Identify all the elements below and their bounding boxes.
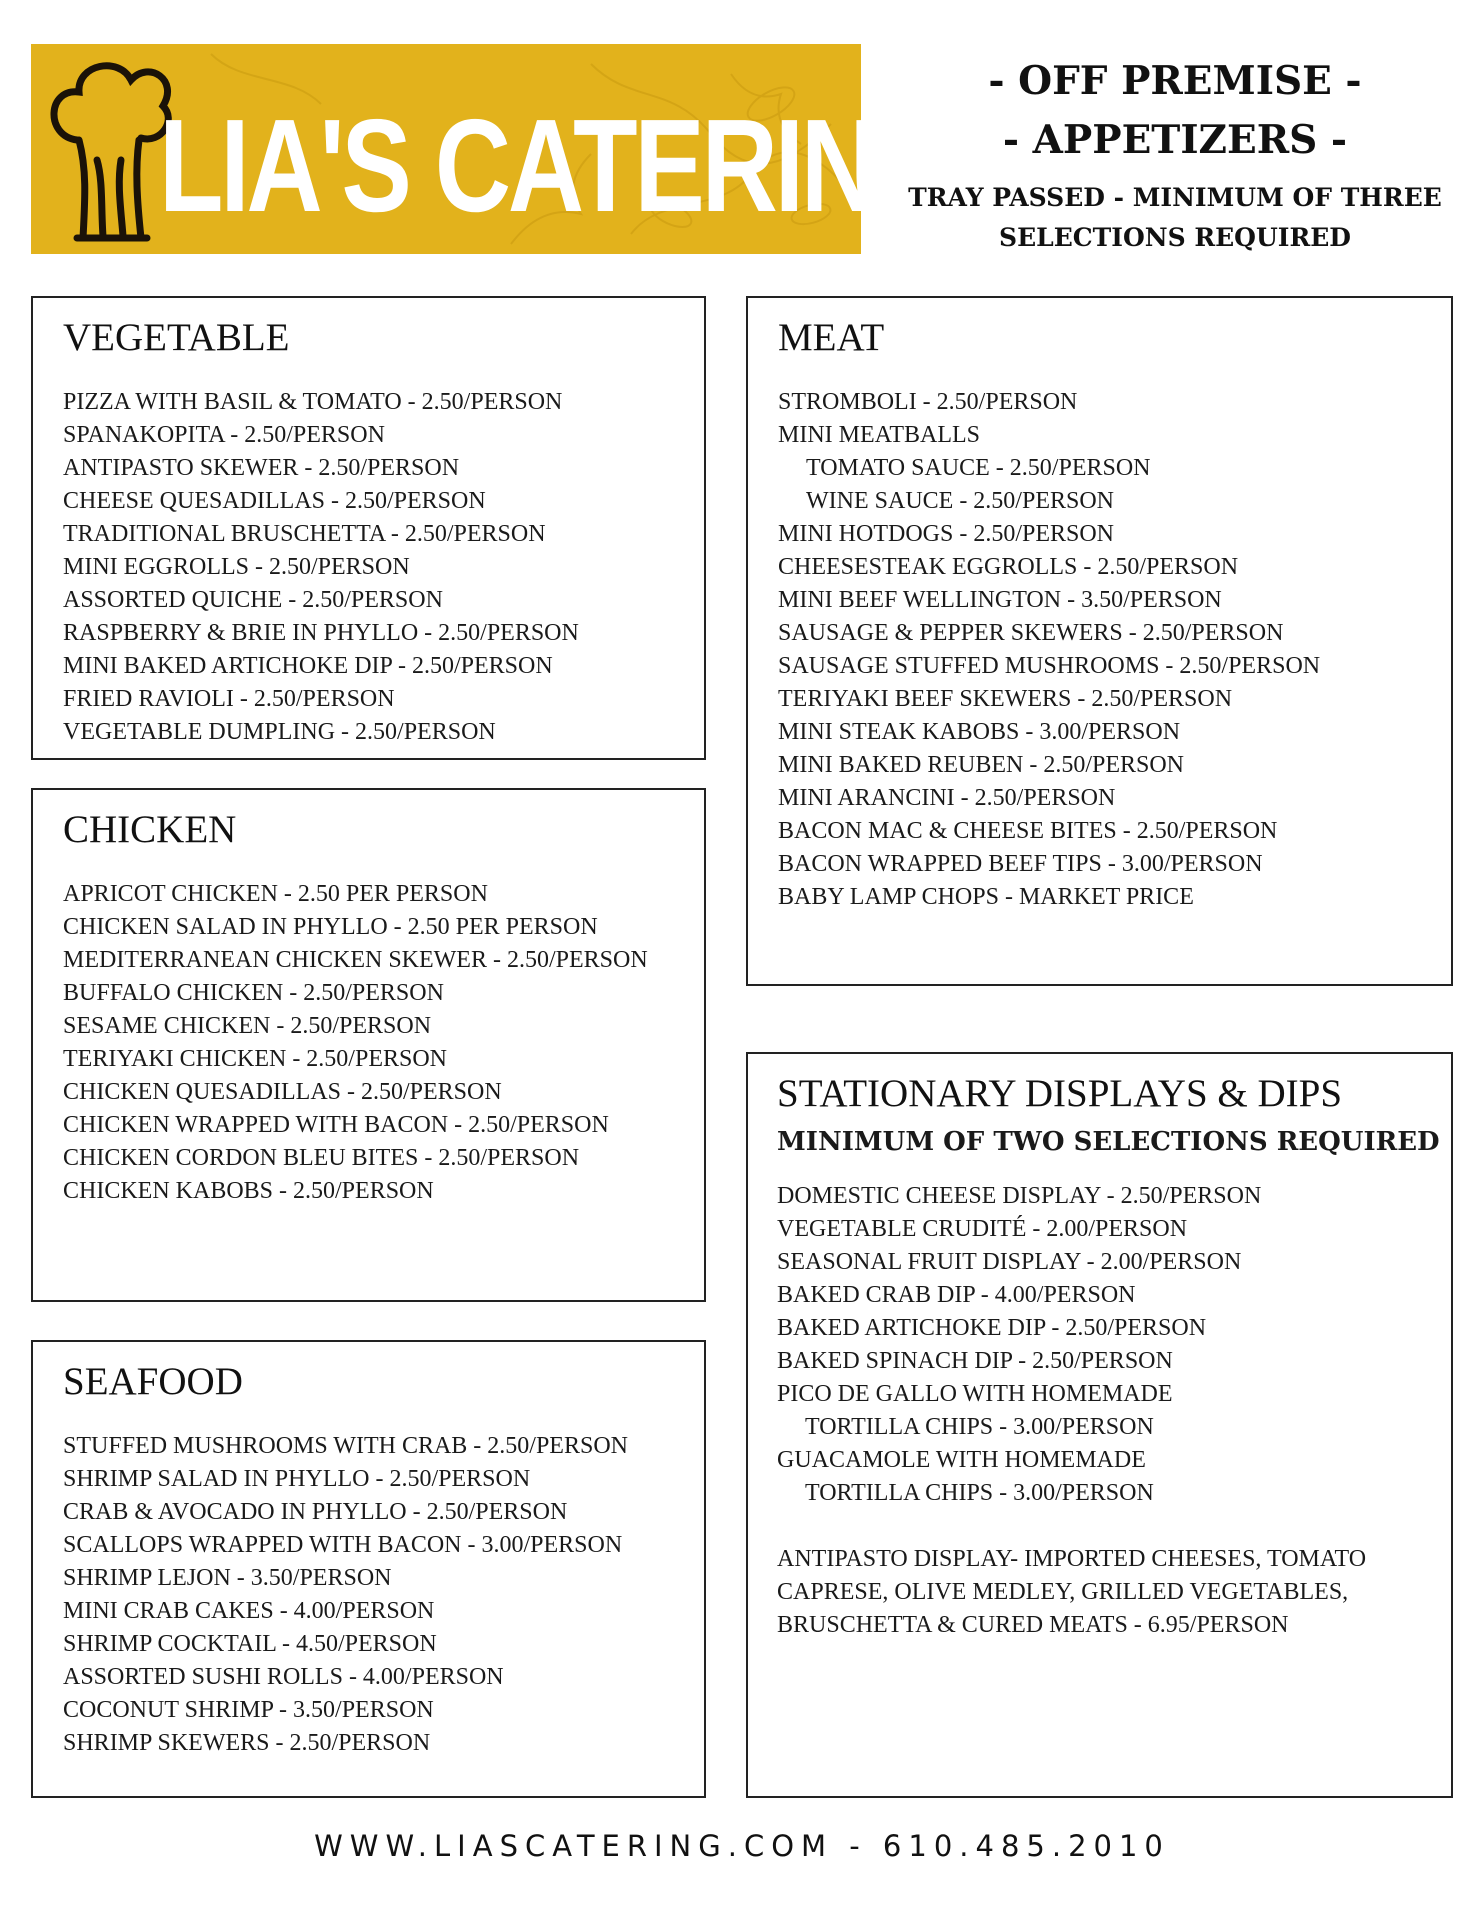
section-title: MEAT — [778, 316, 885, 359]
menu-item: MINI EGGROLLS - 2.50/PERSON — [63, 554, 410, 580]
vegetable-section — [31, 296, 706, 760]
menu-list — [63, 1430, 704, 1760]
menu-item: TERIYAKI CHICKEN - 2.50/PERSON — [63, 1046, 447, 1072]
menu-item: MINI HOTDOGS - 2.50/PERSON — [778, 521, 1115, 547]
menu-item: PIZZA WITH BASIL & TOMATO - 2.50/PERSON — [63, 389, 563, 415]
menu-item: BAKED CRAB DIP - 4.00/PERSON — [777, 1282, 1136, 1308]
header-note-line-2: SELECTIONS REQUIRED — [999, 223, 1351, 252]
page-header — [890, 52, 1460, 258]
menu-item: CAPRESE, OLIVE MEDLEY, GRILLED VEGETABLES, — [777, 1579, 1349, 1605]
seafood-section — [31, 1340, 706, 1798]
menu-item: BACON WRAPPED BEEF TIPS - 3.00/PERSON — [778, 851, 1263, 877]
menu-item: MINI MEATBALLS — [778, 422, 980, 448]
menu-item: CHEESESTEAK EGGROLLS - 2.50/PERSON — [778, 554, 1239, 580]
menu-item: MINI BAKED ARTICHOKE DIP - 2.50/PERSON — [63, 653, 553, 679]
section-title: VEGETABLE — [63, 316, 290, 359]
menu-item: SAUSAGE & PEPPER SKEWERS - 2.50/PERSON — [778, 620, 1284, 646]
menu-item: CHICKEN QUESADILLAS - 2.50/PERSON — [63, 1079, 502, 1105]
menu-item: VEGETABLE CRUDITÉ - 2.00/PERSON — [777, 1216, 1188, 1242]
menu-item: MINI BEEF WELLINGTON - 3.50/PERSON — [778, 587, 1222, 613]
menu-item: SPANAKOPITA - 2.50/PERSON — [63, 422, 385, 448]
lias-catering-logo — [31, 44, 953, 254]
section-title: STATIONARY DISPLAYS & DIPS — [777, 1072, 1343, 1115]
menu-item: BAKED SPINACH DIP - 2.50/PERSON — [777, 1348, 1173, 1374]
menu-item: BABY LAMP CHOPS - MARKET PRICE — [778, 884, 1194, 910]
meat-section — [746, 296, 1453, 986]
menu-item: BUFFALO CHICKEN - 2.50/PERSON — [63, 980, 444, 1006]
menu-item: ANTIPASTO DISPLAY- IMPORTED CHEESES, TOMATO — [777, 1546, 1367, 1572]
menu-item: ASSORTED QUICHE - 2.50/PERSON — [63, 587, 443, 613]
menu-item: ANTIPASTO SKEWER - 2.50/PERSON — [63, 455, 460, 481]
menu-item: MINI ARANCINI - 2.50/PERSON — [778, 785, 1116, 811]
menu-item: WINE SAUCE - 2.50/PERSON — [806, 488, 1115, 514]
section-title: SEAFOOD — [63, 1360, 243, 1403]
menu-item: VEGETABLE DUMPLING - 2.50/PERSON — [63, 719, 496, 745]
menu-item: SCALLOPS WRAPPED WITH BACON - 3.00/PERSON — [63, 1532, 623, 1558]
menu-item: TRADITIONAL BRUSCHETTA - 2.50/PERSON — [63, 521, 546, 547]
menu-item: MINI STEAK KABOBS - 3.00/PERSON — [778, 719, 1181, 745]
menu-item: CHICKEN WRAPPED WITH BACON - 2.50/PERSON — [63, 1112, 609, 1138]
menu-item: CHICKEN SALAD IN PHYLLO - 2.50 PER PERSON — [63, 914, 598, 940]
section-subtitle: MINIMUM OF TWO SELECTIONS REQUIRED — [777, 1127, 1440, 1157]
menu-item: SHRIMP LEJON - 3.50/PERSON — [63, 1565, 392, 1591]
header-note-line-1: TRAY PASSED - MINIMUM OF THREE — [908, 183, 1442, 212]
menu-item: TERIYAKI BEEF SKEWERS - 2.50/PERSON — [778, 686, 1233, 712]
header-appetizers: - APPETIZERS - — [1002, 117, 1348, 163]
menu-item: SESAME CHICKEN - 2.50/PERSON — [63, 1013, 432, 1039]
menu-item: BACON MAC & CHEESE BITES - 2.50/PERSON — [778, 818, 1278, 844]
menu-item: RASPBERRY & BRIE IN PHYLLO - 2.50/PERSON — [63, 620, 579, 646]
menu-list — [63, 386, 704, 749]
menu-item: CHICKEN KABOBS - 2.50/PERSON — [63, 1178, 434, 1204]
stationary-displays-section — [746, 1052, 1453, 1798]
menu-item: MINI CRAB CAKES - 4.00/PERSON — [63, 1598, 435, 1624]
menu-list — [777, 1180, 1451, 1642]
menu-item: MEDITERRANEAN CHICKEN SKEWER - 2.50/PERSON — [63, 947, 648, 973]
menu-item: COCONUT SHRIMP - 3.50/PERSON — [63, 1697, 434, 1723]
menu-item: STUFFED MUSHROOMS WITH CRAB - 2.50/PERSON — [63, 1433, 628, 1459]
menu-item: DOMESTIC CHEESE DISPLAY - 2.50/PERSON — [777, 1183, 1262, 1209]
menu-item: SHRIMP SKEWERS - 2.50/PERSON — [63, 1730, 431, 1756]
menu-list — [778, 386, 1451, 914]
section-title: CHICKEN — [63, 808, 237, 851]
footer-contact: WWW.LIASCATERING.COM - 610.485.2010 — [314, 1829, 1170, 1863]
menu-item: PICO DE GALLO WITH HOMEMADE — [777, 1381, 1173, 1407]
chef-hat-icon — [37, 50, 177, 250]
menu-item: SHRIMP COCKTAIL - 4.50/PERSON — [63, 1631, 437, 1657]
menu-item: TOMATO SAUCE - 2.50/PERSON — [806, 455, 1151, 481]
menu-item: SAUSAGE STUFFED MUSHROOMS - 2.50/PERSON — [778, 653, 1321, 679]
menu-list — [63, 878, 704, 1208]
menu-item: TORTILLA CHIPS - 3.00/PERSON — [805, 1414, 1154, 1440]
menu-item: STROMBOLI - 2.50/PERSON — [778, 389, 1078, 415]
menu-item: MINI BAKED REUBEN - 2.50/PERSON — [778, 752, 1185, 778]
menu-item: TORTILLA CHIPS - 3.00/PERSON — [805, 1480, 1154, 1506]
menu-item: BAKED ARTICHOKE DIP - 2.50/PERSON — [777, 1315, 1207, 1341]
menu-item: BRUSCHETTA & CURED MEATS - 6.95/PERSON — [777, 1612, 1289, 1638]
menu-item: SHRIMP SALAD IN PHYLLO - 2.50/PERSON — [63, 1466, 531, 1492]
menu-item: APRICOT CHICKEN - 2.50 PER PERSON — [63, 881, 488, 907]
header-requirement-note — [890, 178, 1460, 258]
chicken-section — [31, 788, 706, 1302]
menu-item: GUACAMOLE WITH HOMEMADE — [777, 1447, 1146, 1473]
menu-item: CRAB & AVOCADO IN PHYLLO - 2.50/PERSON — [63, 1499, 568, 1525]
menu-item: SEASONAL FRUIT DISPLAY - 2.00/PERSON — [777, 1249, 1242, 1275]
menu-item: ASSORTED SUSHI ROLLS - 4.00/PERSON — [63, 1664, 504, 1690]
menu-item: CHEESE QUESADILLAS - 2.50/PERSON — [63, 488, 486, 514]
menu-item: FRIED RAVIOLI - 2.50/PERSON — [63, 686, 395, 712]
header-off-premise: - OFF PREMISE - — [988, 58, 1362, 104]
menu-item: CHICKEN CORDON BLEU BITES - 2.50/PERSON — [63, 1145, 580, 1171]
logo-wordmark: LIA'S CATERING — [159, 92, 953, 239]
